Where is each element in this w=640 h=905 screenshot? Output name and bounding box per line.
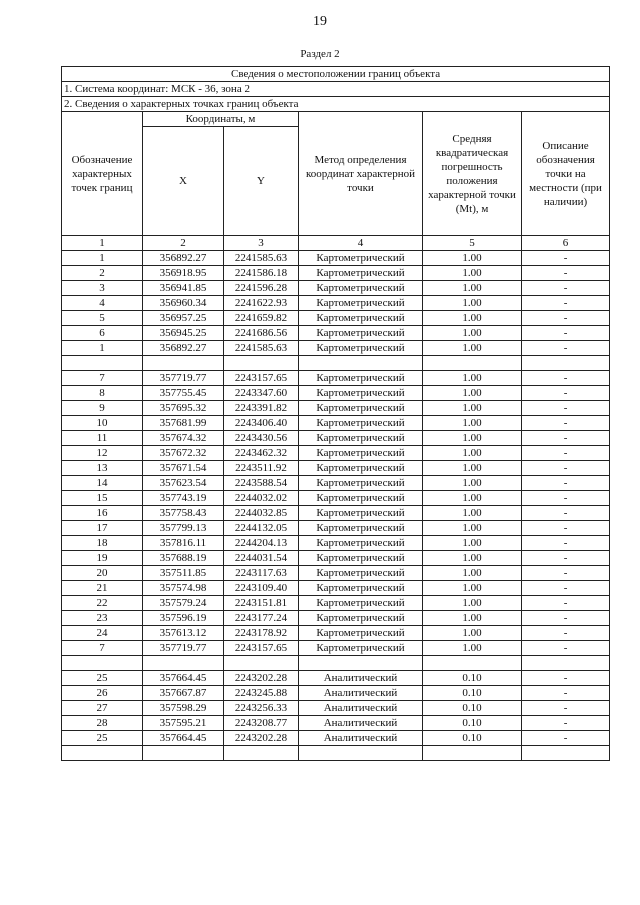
error-cell: 1.00: [423, 536, 522, 551]
error-cell: 1.00: [423, 566, 522, 581]
y-coordinate-cell: 2243406.40: [224, 416, 299, 431]
y-coordinate-cell: 2244204.13: [224, 536, 299, 551]
column-number: 1: [62, 236, 143, 251]
description-cell: -: [522, 296, 610, 311]
description-cell: -: [522, 341, 610, 356]
y-coordinate-cell: 2244032.02: [224, 491, 299, 506]
empty-cell: [62, 746, 143, 761]
x-coordinate-cell: 357623.54: [143, 476, 224, 491]
error-cell: 1.00: [423, 326, 522, 341]
table-row: [62, 716, 610, 731]
method-cell: Картометрический: [299, 401, 423, 416]
point-id-cell: 25: [62, 731, 143, 746]
empty-cell: [522, 656, 610, 671]
table-row: [62, 506, 610, 521]
description-cell: -: [522, 581, 610, 596]
empty-cell: [423, 356, 522, 371]
description-cell: -: [522, 521, 610, 536]
x-coordinate-cell: 357667.87: [143, 686, 224, 701]
point-id-cell: 19: [62, 551, 143, 566]
error-cell: 1.00: [423, 611, 522, 626]
method-cell: Картометрический: [299, 476, 423, 491]
error-cell: 0.10: [423, 716, 522, 731]
column-number: 3: [224, 236, 299, 251]
description-cell: -: [522, 446, 610, 461]
point-id-cell: 6: [62, 326, 143, 341]
table-row: [62, 536, 610, 551]
x-coordinate-cell: 357613.12: [143, 626, 224, 641]
column-number: 2: [143, 236, 224, 251]
column-number: 4: [299, 236, 423, 251]
table-row: [62, 446, 610, 461]
x-coordinate-cell: 357574.98: [143, 581, 224, 596]
separator-row: [62, 356, 610, 371]
x-coordinate-cell: 357674.32: [143, 431, 224, 446]
error-cell: 1.00: [423, 641, 522, 656]
point-id-cell: 4: [62, 296, 143, 311]
error-cell: 1.00: [423, 416, 522, 431]
y-coordinate-cell: 2243151.81: [224, 596, 299, 611]
error-cell: 1.00: [423, 371, 522, 386]
method-cell: Картометрический: [299, 446, 423, 461]
x-coordinate-cell: 356957.25: [143, 311, 224, 326]
error-cell: 1.00: [423, 521, 522, 536]
description-cell: -: [522, 701, 610, 716]
point-id-cell: 16: [62, 506, 143, 521]
method-cell: Картометрический: [299, 416, 423, 431]
description-cell: -: [522, 536, 610, 551]
method-cell: Картометрический: [299, 341, 423, 356]
description-cell: -: [522, 401, 610, 416]
method-cell: Картометрический: [299, 551, 423, 566]
table-row: [62, 281, 610, 296]
table-row: [62, 311, 610, 326]
table-row: [62, 701, 610, 716]
point-id-cell: 3: [62, 281, 143, 296]
point-id-cell: 24: [62, 626, 143, 641]
description-cell: -: [522, 551, 610, 566]
table-row: [62, 566, 610, 581]
x-coordinate-cell: 357743.19: [143, 491, 224, 506]
method-cell: Аналитический: [299, 701, 423, 716]
y-coordinate-cell: 2241659.82: [224, 311, 299, 326]
error-cell: 1.00: [423, 401, 522, 416]
x-coordinate-cell: 357695.32: [143, 401, 224, 416]
y-coordinate-cell: 2243430.56: [224, 431, 299, 446]
table-row: [62, 671, 610, 686]
header-error: Средняя квадратическая погрешность положения характерной точки (Mt), м: [423, 112, 522, 236]
method-cell: Аналитический: [299, 716, 423, 731]
description-cell: -: [522, 686, 610, 701]
column-number: 6: [522, 236, 610, 251]
description-cell: -: [522, 371, 610, 386]
point-id-cell: 27: [62, 701, 143, 716]
error-cell: 1.00: [423, 596, 522, 611]
error-cell: 1.00: [423, 476, 522, 491]
x-coordinate-cell: 357688.19: [143, 551, 224, 566]
x-coordinate-cell: 357664.45: [143, 731, 224, 746]
x-coordinate-cell: 357681.99: [143, 416, 224, 431]
method-cell: Картометрический: [299, 581, 423, 596]
y-coordinate-cell: 2243245.88: [224, 686, 299, 701]
method-cell: Картометрический: [299, 596, 423, 611]
point-id-cell: 1: [62, 341, 143, 356]
point-id-cell: 17: [62, 521, 143, 536]
points-heading: 2. Сведения о характерных точках границ объекта: [62, 97, 610, 112]
method-cell: Картометрический: [299, 626, 423, 641]
point-id-cell: 5: [62, 311, 143, 326]
header-x: X: [143, 127, 224, 236]
table-row: [62, 686, 610, 701]
separator-row: [62, 656, 610, 671]
point-id-cell: 1: [62, 251, 143, 266]
error-cell: 1.00: [423, 626, 522, 641]
point-id-cell: 12: [62, 446, 143, 461]
method-cell: Аналитический: [299, 671, 423, 686]
empty-cell: [224, 356, 299, 371]
description-cell: -: [522, 611, 610, 626]
empty-cell: [143, 356, 224, 371]
error-cell: 1.00: [423, 581, 522, 596]
point-id-cell: 23: [62, 611, 143, 626]
point-id-cell: 22: [62, 596, 143, 611]
coord-system: 1. Система координат: МСК - 36, зона 2: [62, 82, 610, 97]
point-id-cell: 10: [62, 416, 143, 431]
y-coordinate-cell: 2243462.32: [224, 446, 299, 461]
y-coordinate-cell: 2243256.33: [224, 701, 299, 716]
y-coordinate-cell: 2243588.54: [224, 476, 299, 491]
description-cell: -: [522, 566, 610, 581]
y-coordinate-cell: 2244132.05: [224, 521, 299, 536]
x-coordinate-cell: 357719.77: [143, 641, 224, 656]
description-cell: -: [522, 386, 610, 401]
method-cell: Картометрический: [299, 326, 423, 341]
y-coordinate-cell: 2243178.92: [224, 626, 299, 641]
method-cell: Картометрический: [299, 431, 423, 446]
y-coordinate-cell: 2244031.54: [224, 551, 299, 566]
method-cell: Аналитический: [299, 731, 423, 746]
y-coordinate-cell: 2241585.63: [224, 251, 299, 266]
description-cell: -: [522, 641, 610, 656]
method-cell: Картометрический: [299, 371, 423, 386]
x-coordinate-cell: 356945.25: [143, 326, 224, 341]
separator-row: [62, 746, 610, 761]
empty-cell: [522, 356, 610, 371]
x-coordinate-cell: 357595.21: [143, 716, 224, 731]
y-coordinate-cell: 2243157.65: [224, 641, 299, 656]
header-y: Y: [224, 127, 299, 236]
empty-cell: [143, 746, 224, 761]
table-row: [62, 626, 610, 641]
x-coordinate-cell: 356960.34: [143, 296, 224, 311]
table-row: [62, 476, 610, 491]
y-coordinate-cell: 2243202.28: [224, 731, 299, 746]
table-row: [62, 401, 610, 416]
description-cell: -: [522, 416, 610, 431]
header-point-id: Обозначение характерных точек границ: [62, 112, 143, 236]
point-id-cell: 8: [62, 386, 143, 401]
point-id-cell: 9: [62, 401, 143, 416]
table-row: [62, 551, 610, 566]
method-cell: Картометрический: [299, 611, 423, 626]
method-cell: Картометрический: [299, 266, 423, 281]
error-cell: 1.00: [423, 461, 522, 476]
table-row: [62, 596, 610, 611]
method-cell: Картометрический: [299, 251, 423, 266]
error-cell: 1.00: [423, 386, 522, 401]
description-cell: -: [522, 461, 610, 476]
column-number-row: [62, 236, 610, 251]
table-row: [62, 266, 610, 281]
x-coordinate-cell: 356918.95: [143, 266, 224, 281]
description-cell: -: [522, 716, 610, 731]
error-cell: 1.00: [423, 311, 522, 326]
point-id-cell: 21: [62, 581, 143, 596]
x-coordinate-cell: 357598.29: [143, 701, 224, 716]
x-coordinate-cell: 357758.43: [143, 506, 224, 521]
table-title: Сведения о местоположении границ объекта: [62, 67, 610, 82]
x-coordinate-cell: 356892.27: [143, 341, 224, 356]
table-row: [62, 251, 610, 266]
empty-cell: [299, 656, 423, 671]
table-row: [62, 296, 610, 311]
error-cell: 0.10: [423, 701, 522, 716]
table-row: [62, 326, 610, 341]
method-cell: Картометрический: [299, 296, 423, 311]
column-number: 5: [423, 236, 522, 251]
point-id-cell: 11: [62, 431, 143, 446]
method-cell: Картометрический: [299, 566, 423, 581]
table-row: [62, 731, 610, 746]
table-row: [62, 581, 610, 596]
empty-cell: [62, 656, 143, 671]
y-coordinate-cell: 2243202.28: [224, 671, 299, 686]
y-coordinate-cell: 2241686.56: [224, 326, 299, 341]
description-cell: -: [522, 251, 610, 266]
point-id-cell: 2: [62, 266, 143, 281]
error-cell: 1.00: [423, 296, 522, 311]
point-id-cell: 28: [62, 716, 143, 731]
description-cell: -: [522, 311, 610, 326]
error-cell: 0.10: [423, 731, 522, 746]
point-id-cell: 15: [62, 491, 143, 506]
description-cell: -: [522, 476, 610, 491]
method-cell: Картометрический: [299, 386, 423, 401]
empty-cell: [299, 356, 423, 371]
method-cell: Картометрический: [299, 311, 423, 326]
error-cell: 1.00: [423, 431, 522, 446]
table-row: [62, 491, 610, 506]
point-id-cell: 13: [62, 461, 143, 476]
point-id-cell: 14: [62, 476, 143, 491]
description-cell: -: [522, 506, 610, 521]
point-id-cell: 18: [62, 536, 143, 551]
header-coordinates: Координаты, м: [143, 112, 299, 127]
y-coordinate-cell: 2243347.60: [224, 386, 299, 401]
point-id-cell: 26: [62, 686, 143, 701]
table-row: [62, 386, 610, 401]
y-coordinate-cell: 2243391.82: [224, 401, 299, 416]
empty-cell: [423, 746, 522, 761]
description-cell: -: [522, 596, 610, 611]
description-cell: -: [522, 626, 610, 641]
error-cell: 0.10: [423, 671, 522, 686]
section-label: Раздел 2: [300, 48, 340, 60]
description-cell: -: [522, 491, 610, 506]
description-cell: -: [522, 281, 610, 296]
header-description: Описание обозначения точки на местности (при наличии): [522, 112, 610, 236]
error-cell: 1.00: [423, 506, 522, 521]
x-coordinate-cell: 357579.24: [143, 596, 224, 611]
error-cell: 0.10: [423, 686, 522, 701]
empty-cell: [299, 746, 423, 761]
x-coordinate-cell: 357816.11: [143, 536, 224, 551]
description-cell: -: [522, 431, 610, 446]
error-cell: 1.00: [423, 281, 522, 296]
y-coordinate-cell: 2243109.40: [224, 581, 299, 596]
x-coordinate-cell: 356892.27: [143, 251, 224, 266]
description-cell: -: [522, 266, 610, 281]
table-row: [62, 341, 610, 356]
table-row: [62, 611, 610, 626]
table-row: [62, 431, 610, 446]
x-coordinate-cell: 357511.85: [143, 566, 224, 581]
description-cell: -: [522, 731, 610, 746]
empty-cell: [143, 656, 224, 671]
y-coordinate-cell: 2243117.63: [224, 566, 299, 581]
error-cell: 1.00: [423, 446, 522, 461]
error-cell: 1.00: [423, 551, 522, 566]
x-coordinate-cell: 357719.77: [143, 371, 224, 386]
x-coordinate-cell: 357799.13: [143, 521, 224, 536]
x-coordinate-cell: 357596.19: [143, 611, 224, 626]
empty-cell: [224, 746, 299, 761]
error-cell: 1.00: [423, 266, 522, 281]
table-row: [62, 641, 610, 656]
y-coordinate-cell: 2243177.24: [224, 611, 299, 626]
empty-cell: [224, 656, 299, 671]
y-coordinate-cell: 2241622.93: [224, 296, 299, 311]
x-coordinate-cell: 357755.45: [143, 386, 224, 401]
y-coordinate-cell: 2241586.18: [224, 266, 299, 281]
x-coordinate-cell: 357671.54: [143, 461, 224, 476]
method-cell: Картометрический: [299, 641, 423, 656]
method-cell: Картометрический: [299, 461, 423, 476]
y-coordinate-cell: 2244032.85: [224, 506, 299, 521]
y-coordinate-cell: 2243157.65: [224, 371, 299, 386]
page-number: 19: [313, 14, 327, 29]
table-row: [62, 416, 610, 431]
error-cell: 1.00: [423, 341, 522, 356]
point-id-cell: 7: [62, 641, 143, 656]
x-coordinate-cell: 357664.45: [143, 671, 224, 686]
empty-cell: [522, 746, 610, 761]
point-id-cell: 7: [62, 371, 143, 386]
empty-cell: [423, 656, 522, 671]
table-row: [62, 521, 610, 536]
description-cell: -: [522, 326, 610, 341]
table-row: [62, 371, 610, 386]
method-cell: Картометрический: [299, 281, 423, 296]
x-coordinate-cell: 356941.85: [143, 281, 224, 296]
y-coordinate-cell: 2243208.77: [224, 716, 299, 731]
point-id-cell: 25: [62, 671, 143, 686]
description-cell: -: [522, 671, 610, 686]
method-cell: Аналитический: [299, 686, 423, 701]
error-cell: 1.00: [423, 251, 522, 266]
boundary-points-table: [61, 66, 610, 761]
method-cell: Картометрический: [299, 506, 423, 521]
empty-cell: [62, 356, 143, 371]
method-cell: Картометрический: [299, 521, 423, 536]
method-cell: Картометрический: [299, 536, 423, 551]
y-coordinate-cell: 2241585.63: [224, 341, 299, 356]
table-row: [62, 461, 610, 476]
x-coordinate-cell: 357672.32: [143, 446, 224, 461]
method-cell: Картометрический: [299, 491, 423, 506]
error-cell: 1.00: [423, 491, 522, 506]
header-method: Метод определения координат характерной точки: [299, 112, 423, 236]
point-id-cell: 20: [62, 566, 143, 581]
y-coordinate-cell: 2241596.28: [224, 281, 299, 296]
y-coordinate-cell: 2243511.92: [224, 461, 299, 476]
